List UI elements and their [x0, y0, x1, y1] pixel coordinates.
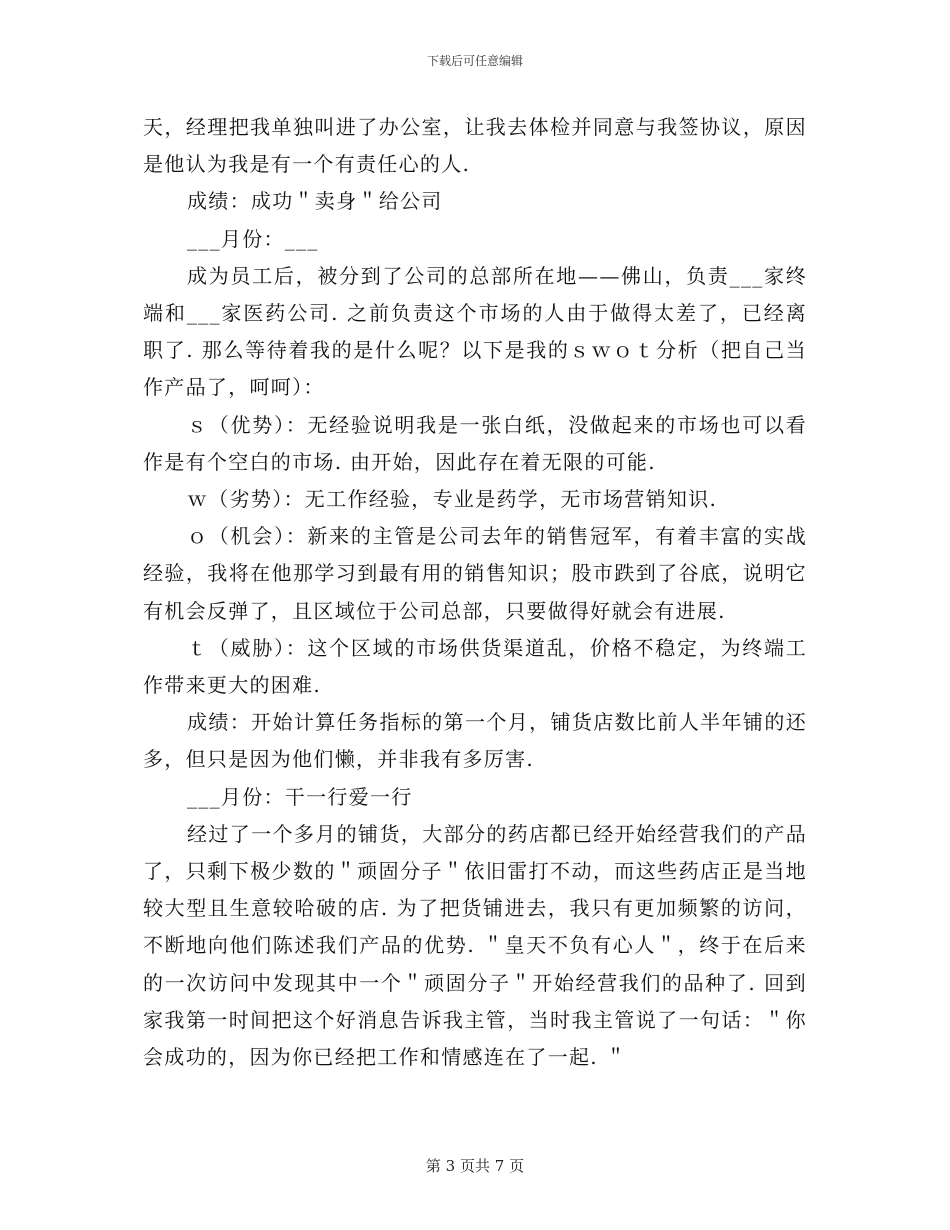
page-header: 下载后可任意编辑 — [426, 54, 523, 68]
page-footer: 第 3 页共 7 页 — [425, 1157, 525, 1175]
paragraph-3: ___月份：___ — [187, 226, 319, 251]
paragraph-5: ｓ（优势）：无经验说明我是一张白纸，没做起来的市场也可以看作是有个空白的市场. 由开始，因此存在着无限的可能. — [143, 412, 807, 474]
paragraph-8: ｔ（威胁）：这个区域的市场供货渠道乱，价格不稳定，为终端工作带来更大的困难. — [143, 635, 807, 698]
paragraph-2: 成绩：成功＂卖身＂给公司 — [187, 189, 443, 214]
paragraph-10: ___月份：干一行爱一行 — [187, 784, 413, 809]
paragraph-6: ｗ（劣势）：无工作经验，专业是药学，无市场营销知识. — [187, 487, 718, 512]
paragraph-1: 天，经理把我单独叫进了办公室，让我去体检并同意与我签协议，原因是他认为我是有一个有责任心的人. — [143, 115, 807, 177]
paragraph-7: ｏ（机会）：新来的主管是公司去年的销售冠军，有着丰富的实战经验，我将在他那学习到最有用的销售知识；股市跌到了谷底，说明它有机会反弹了，且区域位于公司总部，只要做得好就会有进展. — [143, 524, 807, 623]
document-body — [143, 109, 807, 1076]
paragraph-9: 成绩：开始计算任务指标的第一个月，铺货店数比前人半年铺的还多，但只是因为他们懒，并非我有多厉害. — [143, 710, 807, 772]
paragraph-4: 成为员工后，被分到了公司的总部所在地——佛山，负责___家终端和___家医药公司. 之前负责这个市场的人由于做得太差了，已经离职了. 那么等待着我的是什么呢？以下是我的ｓｗｏｔ分析（把自己当作产品了，呵呵）： — [143, 263, 807, 400]
paragraph-11: 经过了一个多月的铺货，大部分的药店都已经开始经营我们的产品了，只剩下极少数的＂顽固分子＂依旧雷打不动，而这些药店正是当地较大型且生意较哈破的店. 为了把货铺进去，我只有更加频繁的访问，不断地向他们陈述我们产品的优势. ＂皇天不负有心人＂，终于在后来的一次访问中发现其中一个＂顽固分子＂开始经营我们的品种了. 回到家我第一时间把这个好消息告诉我主管，当时我主管说了一句话：＂你会成功的，因为你已经把工作和情感连在了一起. ＂ — [143, 821, 807, 1070]
